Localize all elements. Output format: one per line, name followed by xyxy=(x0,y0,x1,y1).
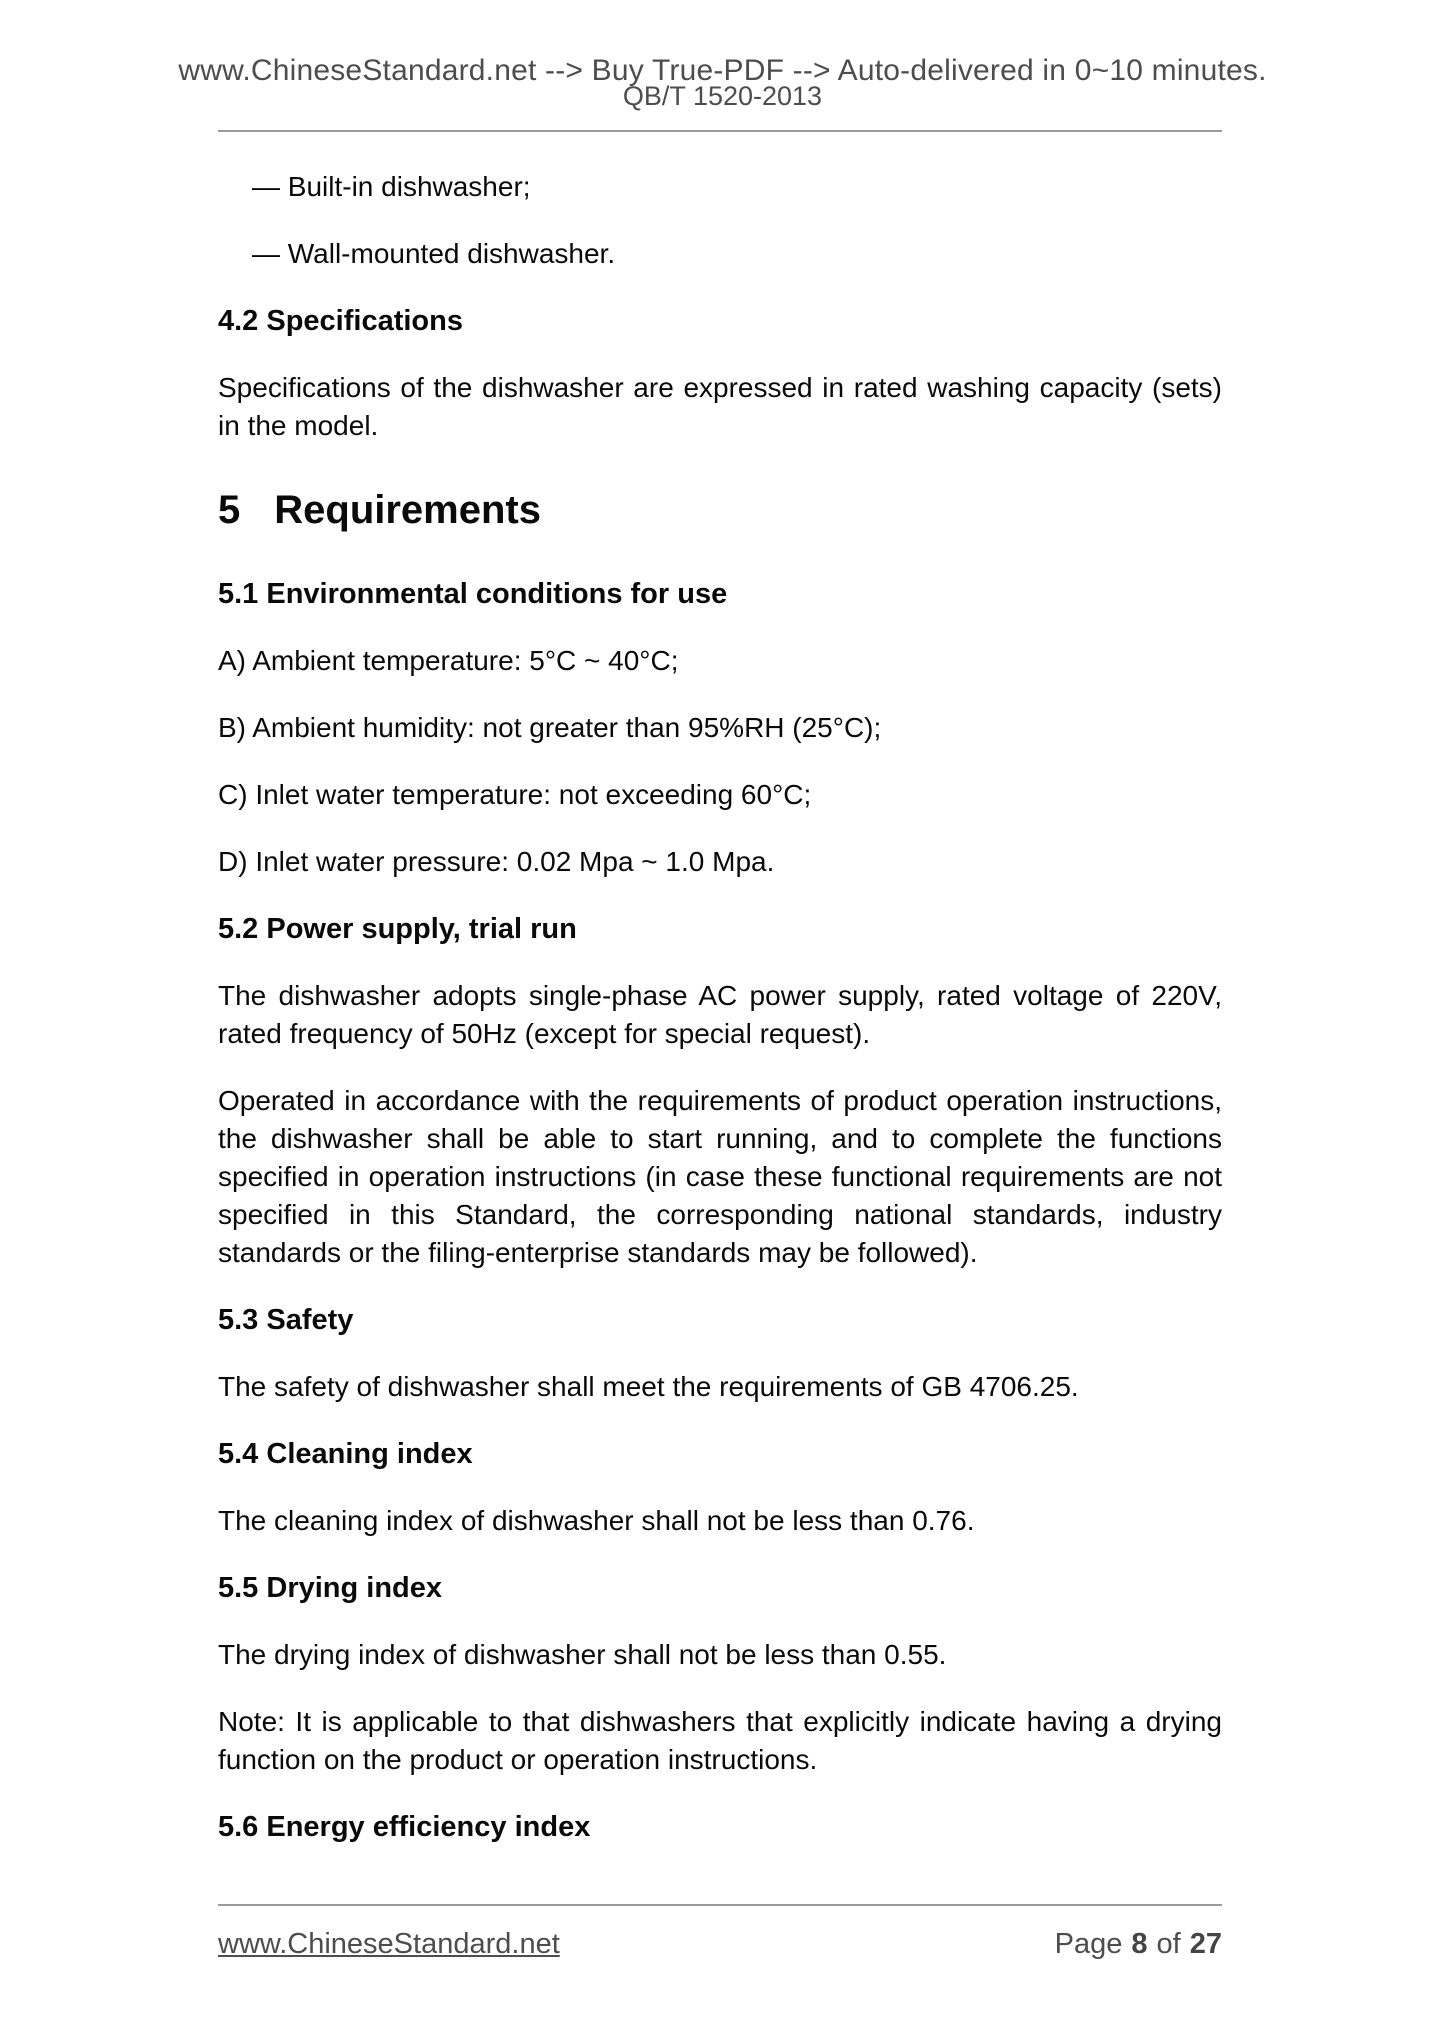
paragraph-5-3-safety: The safety of dishwasher shall meet the requirements of GB 4706.25. xyxy=(218,1371,1079,1402)
page-word: Page xyxy=(1054,1928,1123,1960)
page-of-word: of xyxy=(1156,1928,1181,1960)
header-divider xyxy=(218,130,1222,132)
footer-site-link[interactable]: www.ChineseStandard.net xyxy=(218,1928,560,1960)
page-current-number: 8 xyxy=(1131,1928,1148,1960)
heading-4-2-specifications: 4.2 Specifications xyxy=(218,305,463,337)
heading-5-2-power-supply: 5.2 Power supply, trial run xyxy=(218,913,577,945)
list-item-wall-mounted: — Wall-mounted dishwasher. xyxy=(252,238,616,269)
list-item-inlet-water-pressure: D) Inlet water pressure: 0.02 Mpa ~ 1.0 Mpa. xyxy=(218,846,775,877)
heading-5-title: Requirements xyxy=(274,488,541,532)
page-indicator xyxy=(1055,1926,1222,1962)
paragraph-4-2: Specifications of the dishwasher are expressed in rated washing capacity (sets) in the model. xyxy=(218,372,1222,441)
heading-5-number: 5 xyxy=(218,488,241,532)
paragraph-5-5-drying: The drying index of dishwasher shall not be less than 0.55. xyxy=(218,1639,947,1670)
document-body xyxy=(218,130,1222,1846)
page-footer xyxy=(218,1904,1222,1962)
list-item-inlet-water-temperature: C) Inlet water temperature: not exceeding 60°C; xyxy=(218,779,812,810)
paragraph-5-2-power: The dishwasher adopts single-phase AC power supply, rated voltage of 220V, rated frequency of 50Hz (except for special request). xyxy=(218,980,1222,1049)
heading-5-3-safety: 5.3 Safety xyxy=(218,1304,354,1336)
heading-5-5-drying-index: 5.5 Drying index xyxy=(218,1572,443,1604)
footer-divider xyxy=(218,1904,1222,1906)
heading-5-1-environmental-conditions: 5.1 Environmental conditions for use xyxy=(218,578,728,610)
paragraph-5-5-note: Note: It is applicable to that dishwashers that explicitly indicate having a drying function on the product or operation instructions. xyxy=(218,1706,1222,1775)
heading-5-4-cleaning-index: 5.4 Cleaning index xyxy=(218,1438,473,1470)
footer-row xyxy=(218,1926,1222,1962)
heading-5-6-energy-efficiency-index: 5.6 Energy efficiency index xyxy=(218,1811,591,1843)
list-item-built-in: — Built-in dishwasher; xyxy=(252,171,531,202)
list-item-ambient-temperature: A) Ambient temperature: 5°C ~ 40°C; xyxy=(218,645,679,676)
header-doc-number: QB/T 1520-2013 xyxy=(622,81,823,111)
heading-5-requirements xyxy=(218,483,1222,537)
paragraph-5-4-cleaning: The cleaning index of dishwasher shall not be less than 0.76. xyxy=(218,1505,975,1536)
list-item-ambient-humidity: B) Ambient humidity: not greater than 95%RH (25°C); xyxy=(218,712,882,743)
paragraph-5-2-operation: Operated in accordance with the requirements of product operation instructions, the dishwasher shall be able to start running, and to complete the functions specified in operation instructions (in case these functional requirements are not specified in this Standard, the corresponding national standards, industry standards or the filing-enterprise standards may be followed). xyxy=(218,1085,1222,1268)
page-header xyxy=(0,0,1445,111)
header-banner: www.ChineseStandard.net --> Buy True-PDF --> Auto-delivered in 0~10 minutes. xyxy=(178,54,1267,87)
page-total-number: 27 xyxy=(1189,1928,1222,1960)
